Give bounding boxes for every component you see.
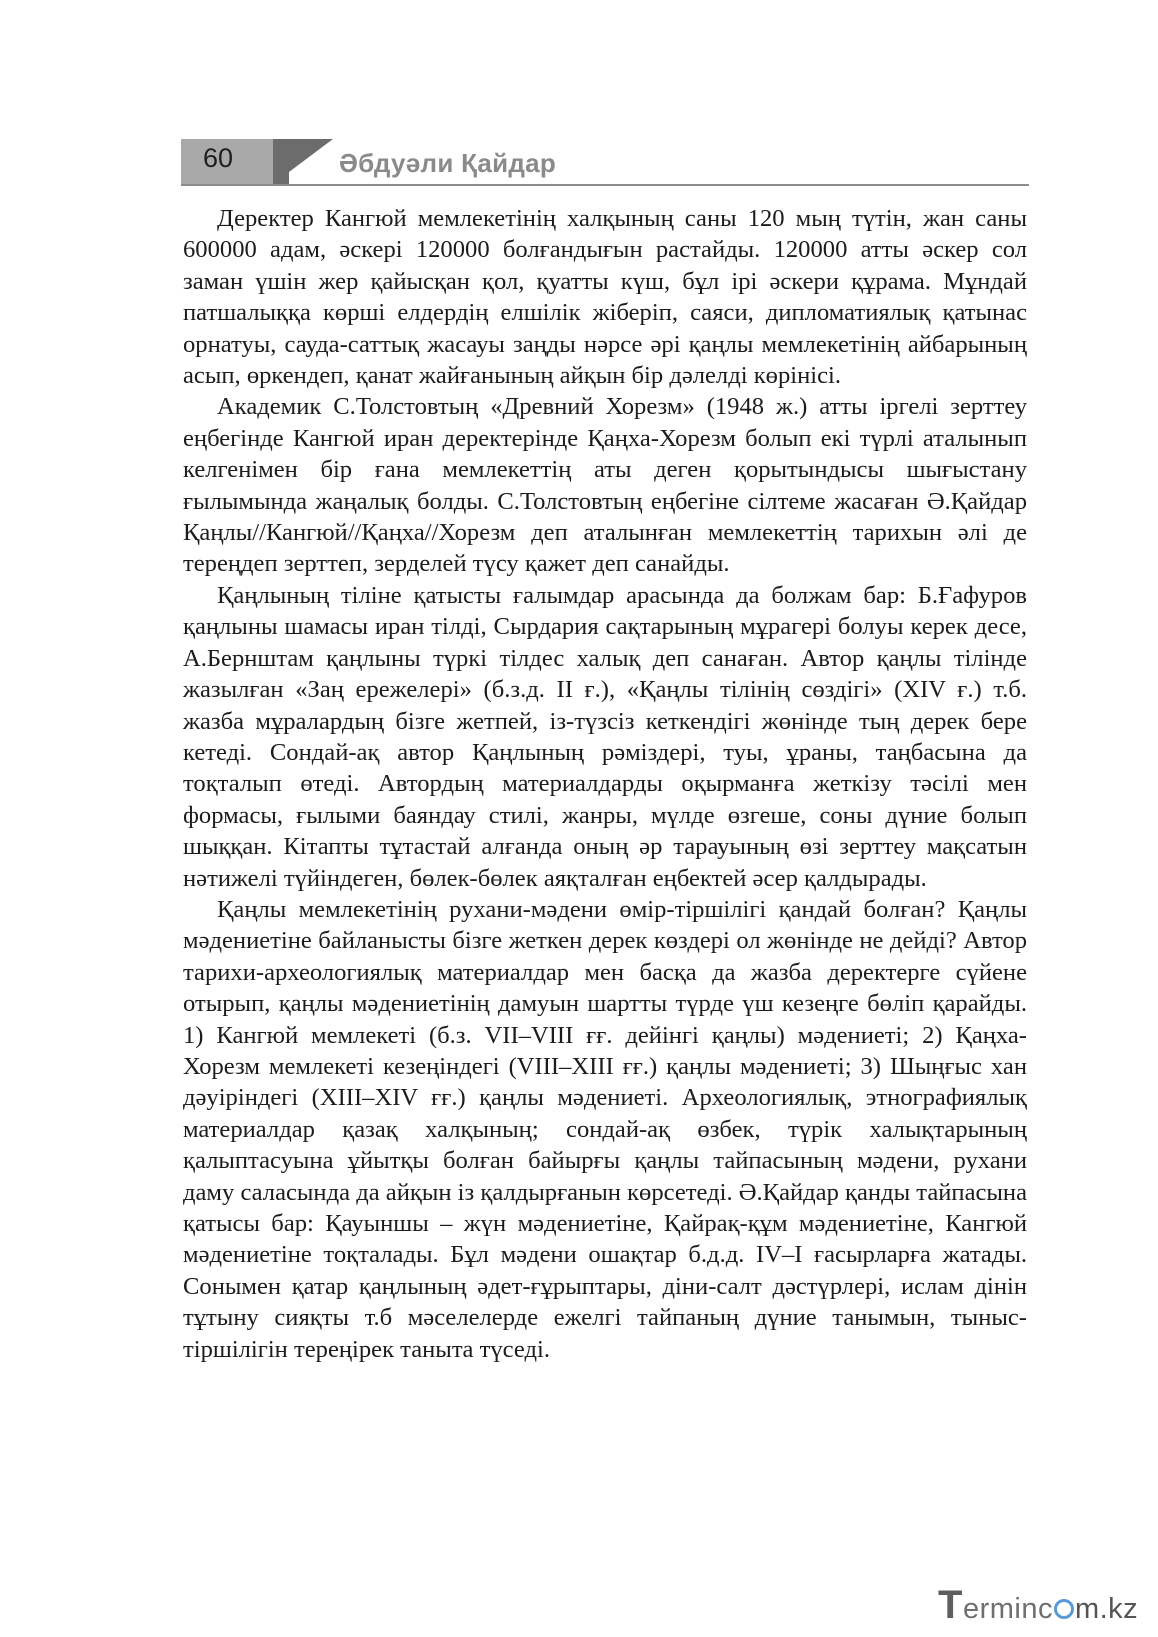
page-header bbox=[181, 139, 1029, 186]
page-number-box bbox=[181, 139, 281, 184]
running-head-author: Әбдуәли Қайдар bbox=[339, 148, 557, 178]
watermark-logo bbox=[938, 1583, 1138, 1628]
paragraph: Қаңлы мемлекетінің рухани-мәдени өмір-тіршілігі қандай болған? Қаңлы мәдениетіне байланысты бізге жеткен дерек көздері ол жөнінде не дейді? Автор тарихи-археологиялық материалдар мен басқа да жазба деректерге сүйене отырып, қаңлы мәдениетінің дамуын шартты түрде үш кезеңге бөліп қарайды. 1) Кангюй мемлекеті (б.з. VІІ–VІІІ ғғ. дейінгі қаңлы) мәдениеті; 2) Қаңха-Хорезм мемлекеті кезеңіндегі (VІІІ–ХІІІ ғғ.) қаңлы мәдениеті; 3) Шыңғыс хан дәуіріндегі (ХІІІ–ХІV ғғ.) қаңлы мәдениеті. Археологиялық, этнографиялық материалдар қазақ халқының; сондай-ақ өзбек, түрік халықтарының қалыптасуына ұйытқы болған байырғы қаңлы тайпасының мәдени, рухани даму саласында да айқын із қалдырғанын көрсетеді. Ә.Қайдар қанды тайпасына қатысы бар: Қауыншы – жүн мәдениетіне, Қайрақ-құм мәдениетіне, Кангюй мәдениетіне тоқталады. Бұл мәдени ошақтар б.д.д. ІV–І ғасырларға жатады. Сонымен қатар қаңлының әдет-ғұрыптары, діни-салт дәстүрлері, ислам дінін тұтыну сияқты т.б мәселелерде ежелгі тайпаның дүние танымын, тыныс-тіршілігін тереңірек танытa түседі. bbox=[183, 895, 1027, 1363]
header-arrow-shape bbox=[273, 139, 333, 184]
header-rule bbox=[181, 184, 1029, 186]
paragraph: Қаңлының тіліне қатысты ғалымдар арасында да болжам бар: Б.Ғафуров қаңлыны шамасы иран тілді, Сырдария сақтарының мұрагері болуы керек десе, А.Бернштам қаңлыны түркі тілдес халық деп санаған. Автор қаңлы тілінде жазылған «Заң ережелері» (б.з.д. ІІ ғ.), «Қаңлы тілінің сөздігі» (ХІV ғ.) т.б. жазба мұралардың бізге жетпей, із-түзсіз кеткендігі жөнінде тың дерек бере кетеді. Сондай-ақ автор Қаңлының рәміздері, туы, ұраны, таңбасына да тоқталып өтеді. Автордың материалдарды оқырманға жеткізу тәсілі мен формасы, ғылыми баяндау стилі, жанры, мүлде өзгеше, соны дүние болып шыққан. Кітапты тұтастай алғанда оның әр тарауының өзі зерттеу мақсатын нәтижелі түйіндеген, бөлек-бөлек аяқталған еңбектей әсер қалдырады. bbox=[183, 581, 1027, 892]
page-body bbox=[183, 203, 1027, 1365]
watermark-o-icon bbox=[1054, 1599, 1074, 1619]
paragraph: Деректер Кангюй мемлекетінің халқының саны 120 мың түтін, жан саны 600000 адам, әскері 120000 болғандығын растайды. 120000 атты әскер сол заман үшін жер қайысқан қол, қуатты күш, бұл ірі әскери құрама. Мұндай патшалыққа көрші елдердің елшілік жіберіп, саяси, дипломатиялық қатынас орнатуы, сауда-саттық жасауы заңды нәрсе әрі қаңлы мемлекетінің айбарының асып, өркендеп, қанат жайғанының айқын бір дәлелді көрінісі. bbox=[183, 205, 1027, 390]
watermark-text: erminc bbox=[962, 1593, 1053, 1625]
paragraph: Академик С.Толстовтың «Древний Хорезм» (1948 ж.) атты іргелі зерттеу еңбегінде Кангюй иран деректерінде Қаңха-Хорезм болып екі түрлі аталынып келгенімен бір ғана мемлекеттің аты деген қорытындысы шығыстану ғылымында жаңалық болды. С.Толстовтың еңбегіне сілтеме жасаған Ә.Қайдар Қаңлы//Кангюй//Қаңха//Хорезм деп аталынған мемлекеттің тарихын әлі де тереңдеп зерттеп, зерделей түсу қажет деп санайды. bbox=[183, 393, 1027, 578]
page-number: 60 bbox=[203, 143, 234, 173]
watermark-domain: m.kz bbox=[1074, 1593, 1139, 1625]
watermark-initial: T bbox=[938, 1583, 963, 1627]
